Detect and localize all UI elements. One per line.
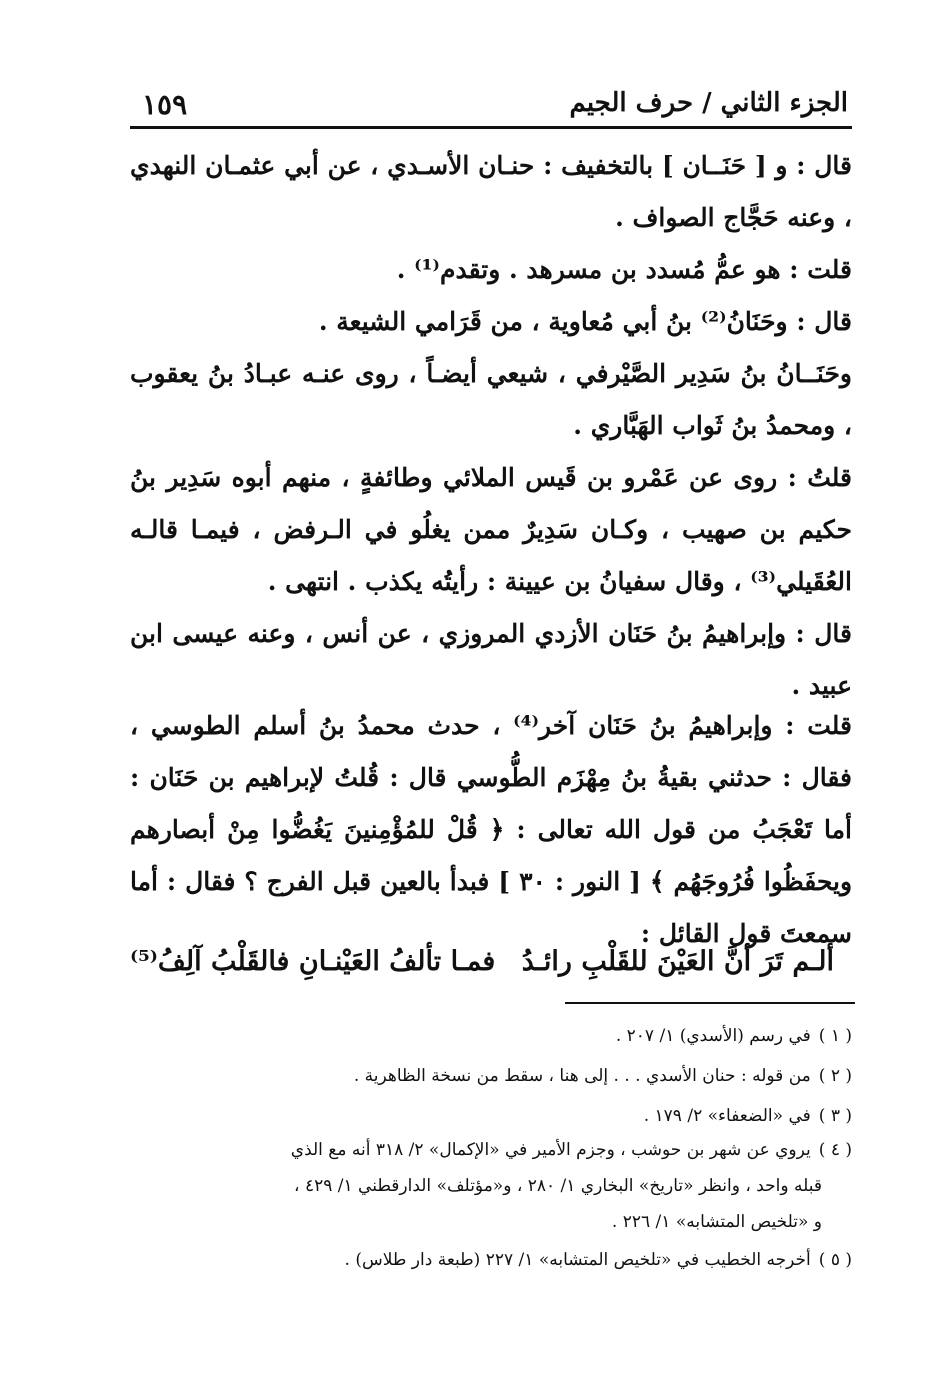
paragraph-ibrahim-2: قلت : وإبراهيمُ بنُ حَنَان آخر⁽⁴⁾ ، حدث محمدُ بنُ أسلم الطوسي ، فقال : حدثني بقيةُ بنُ مِهْزَم الطُّوسي قال : قُلتُ لإبراهيم بن حَنَان : أما تَعْجَبُ من قول الله تعالى : ﴿ قُلْ للمُؤْمِنينَ يَغُضُّوا مِنْ أبصارهم ويحفَظُوا فُرُوجَهُم ﴾ [ النور : ٣٠ ] فبدأ بالعين قبل الفرج ؟ فقال : أما سمعتَ قول القائل : bbox=[130, 711, 853, 948]
verse-first-hemistich: ألـم تَرَ أنَّ العَيْنَ للقَلْبِ رائـدُ bbox=[521, 946, 834, 977]
page-header bbox=[130, 82, 852, 129]
page-number: ١٥٩ bbox=[142, 88, 188, 121]
paragraph-qultu-2: قلتُ : روى عن عَمْرو بن قَيس الملائي وطائفةٍ ، منهم أبوه سَدِير بنُ حكيم بن صهيب ، وكـان سَدِيرٌ ممن يغلُو في الـرفض ، فيمـا قالـه العُقَيلي⁽³⁾ ، وقال سفيانُ بن عيينة : رأيتُه يكذب . انتهى . bbox=[130, 463, 852, 596]
paragraph-hanan-ibn-sadir: وحَنَــانُ بنُ سَدِير الصَّيْرفي ، شيعي أيضـاً ، روى عنـه عبـادُ بنُ يعقوب ، ومحمدُ بنُ ثَواب الهَبَّاري . bbox=[130, 359, 852, 440]
footnote-2 bbox=[130, 1058, 852, 1094]
footnote-number: ( ٥ ) bbox=[818, 1250, 852, 1270]
footnote-number: ( ٤ ) bbox=[818, 1140, 852, 1160]
paragraph-hanan: قال : و [ حَنَــان ] بالتخفيف : حنـان الأسـدي ، عن أبي عثمـان النهدي ، وعنه حَجَّاج الصواف . bbox=[130, 151, 852, 232]
footnote-4 bbox=[130, 1132, 852, 1168]
verse-second-hemistich: فمـا تألفُ العَيْنـانِ فالقَلْبُ آلِفُ⁽⁵⁾ bbox=[130, 946, 496, 977]
footnote-text: في «الضعفاء» ٢/ ١٧٩ . bbox=[643, 1106, 811, 1126]
paragraph-hanan-ibn-abi-muawiya: قال : وحَنَانُ⁽²⁾ بنُ أبي مُعاوية ، من قَرَامي الشيعة . bbox=[318, 307, 852, 336]
footnote-number: ( ٣ ) bbox=[818, 1106, 852, 1126]
footnote-4-line-2: قبله واحد ، وانظر «تاريخ» البخاري ١/ ٢٨٠ ، و«مؤتلف» الدارقطني ١/ ٤٢٩ ، bbox=[294, 1176, 822, 1196]
footnote-4-line-3: و «تلخيص المتشابه» ١/ ٢٢٦ . bbox=[611, 1212, 822, 1232]
footnote-number: ( ٢ ) bbox=[818, 1066, 852, 1086]
paragraph-qultu-1: قلت : هو عمُّ مُسدد بن مسرهد . وتقدم⁽¹⁾ . bbox=[396, 255, 852, 284]
footnote-separator bbox=[565, 1002, 855, 1004]
footnote-5 bbox=[130, 1242, 852, 1278]
footnote-number: ( ١ ) bbox=[818, 1026, 852, 1046]
footnote-text: يروي عن شهر بن حوشب ، وجزم الأمير في «الإكمال» ٢/ ٣١٨ أنه مع الذي bbox=[290, 1140, 811, 1160]
footnote-text: أخرجه الخطيب في «تلخيص المتشابه» ١/ ٢٢٧ (طبعة دار طلاس) . bbox=[344, 1250, 811, 1270]
footnote-1 bbox=[130, 1018, 852, 1054]
footnote-text: في رسم (الأسدي) ١/ ٢٠٧ . bbox=[615, 1026, 811, 1046]
poetry-verse bbox=[130, 946, 852, 1002]
footnote-text: من قوله : حنان الأسدي . . . إلى هنا ، سقط من نسخة الظاهرية . bbox=[353, 1066, 811, 1086]
paragraph-ibrahim-1: قال : وإبراهيمُ بنُ حَنَان الأزدي المروزي ، عن أنس ، وعنه عيسى ابن عبيد . bbox=[130, 619, 852, 700]
footnote-3 bbox=[130, 1098, 852, 1134]
running-title: الجزء الثاني / حرف الجيم bbox=[569, 88, 848, 118]
